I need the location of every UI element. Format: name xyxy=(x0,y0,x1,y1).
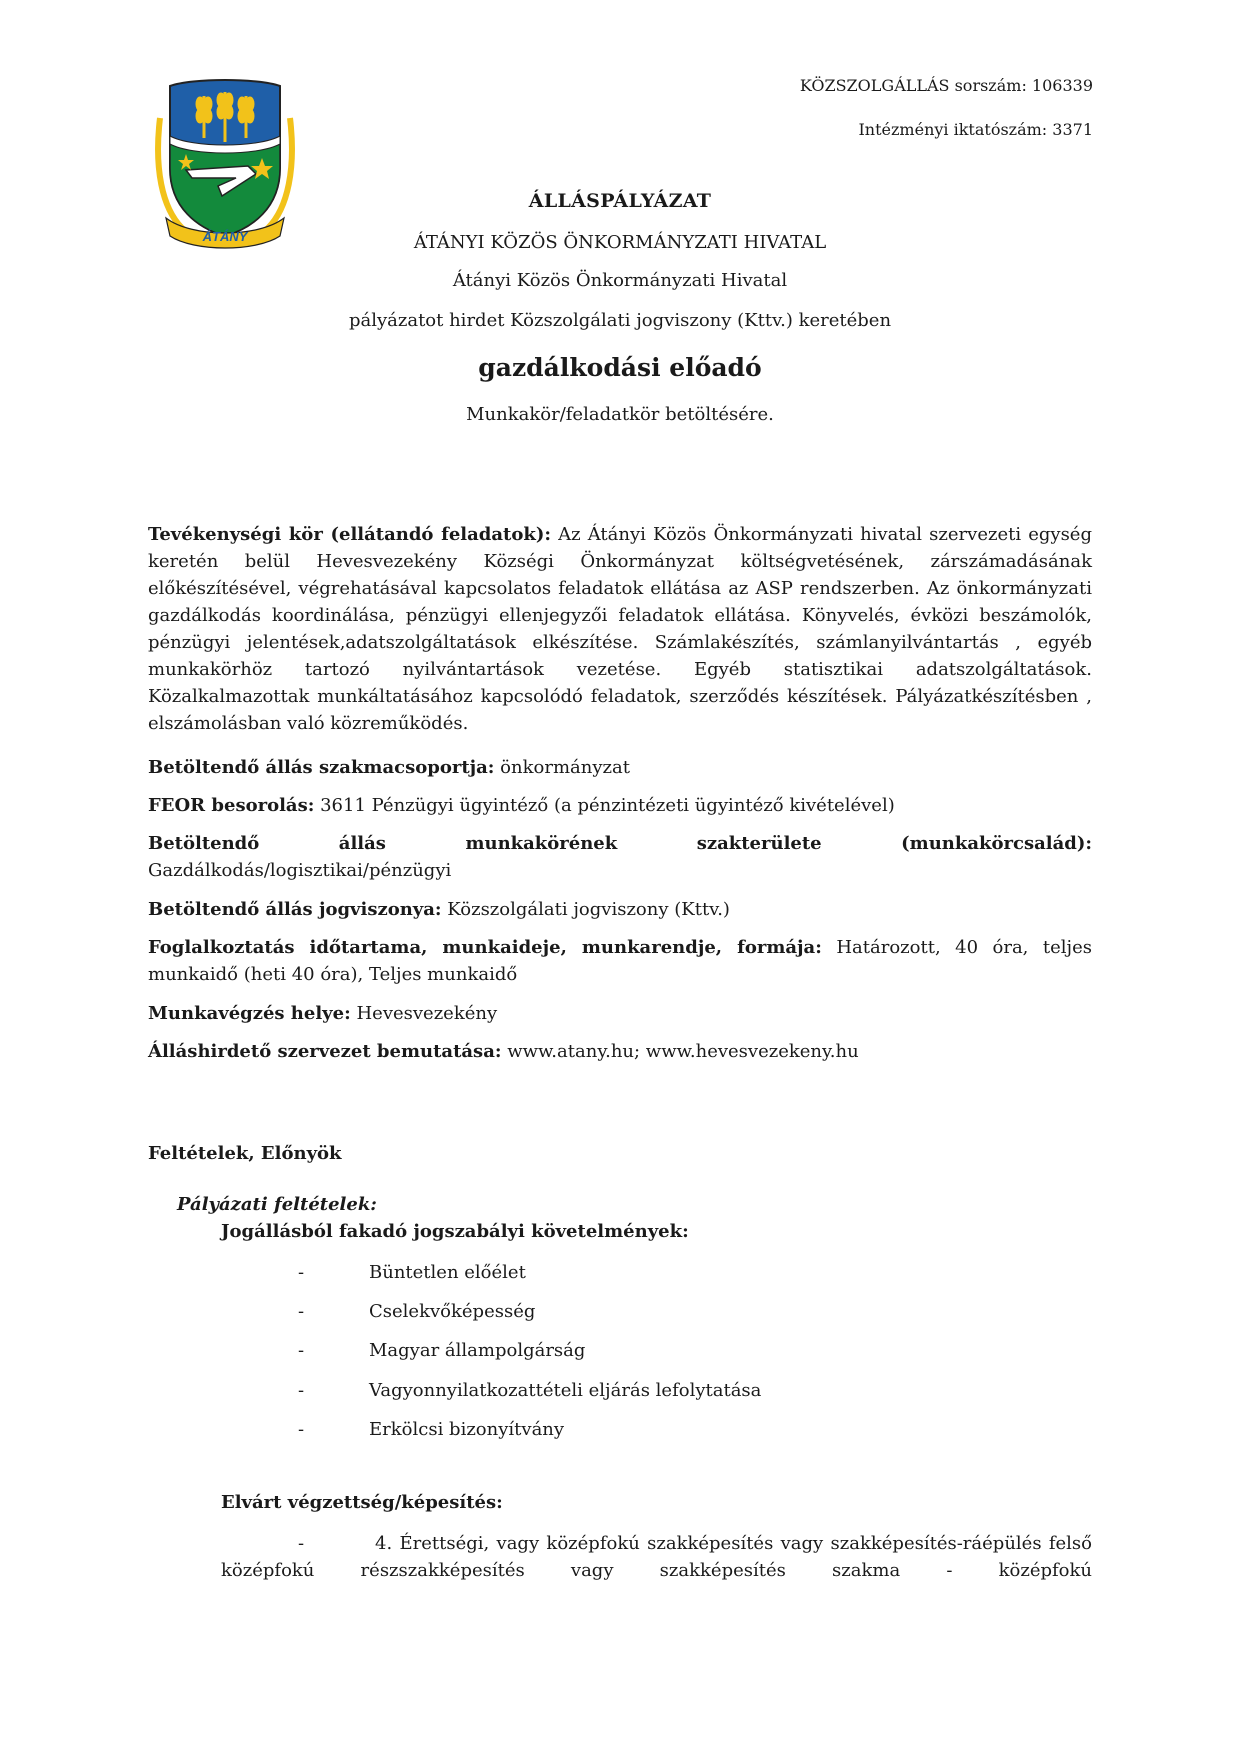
organization-name: Átányi Közös Önkormányzati Hivatal xyxy=(452,270,788,291)
group-paragraph xyxy=(148,754,1092,781)
legal-label: Betöltendő állás jogviszonya: xyxy=(148,899,442,920)
feor-value: 3611 Pénzügyi ügyintéző (a pénzintézeti ügyintéző kivételével) xyxy=(314,795,895,816)
org-value: www.atany.hu; www.hevesvezekeny.hu xyxy=(501,1041,859,1062)
legal-paragraph xyxy=(148,896,1092,923)
activity-text: Az Átányi Közös Önkormányzati hivatal szervezeti egység keretén belül Hevesvezekény Községi Önkormányzat költségvetésének, zárszámadásának előkészítésével, végrehatásával kapcsolatos feladatok ellátása az ASP rendszerben. Az önkormányzati gazdálkodás koordinálása, pénzügyi ellenjegyzői feladatok ellátása. Könyvelés, évközi beszámolók, pénzügyi jelentések,adatszolgáltatások elkészítése. Számlakészítés, számlanyilvántartás , egyéb munkakörhöz tartozó nyilvántartások vezetése. Egyéb statisztikai adatszolgáltatások. Közalkalmazottak munkáltatásához kapcsolódó feladatok, szerződés készítések. Pályázatkészítésben , elszámolásban való közreműködés. xyxy=(148,524,1092,734)
list-item xyxy=(298,1380,761,1401)
list-item-text: Büntetlen előélet xyxy=(369,1262,526,1283)
list-item-text: Vagyonnyilatkozattételi eljárás lefolytatása xyxy=(369,1380,762,1401)
employment-label: Foglalkoztatás időtartama, munkaideje, munkarendje, formája: xyxy=(148,937,822,958)
list-item-text: Erkölcsi bizonyítvány xyxy=(369,1419,565,1440)
announcement-line: pályázatot hirdet Közszolgálati jogviszony (Kttv.) keretében xyxy=(348,310,892,331)
list-dash: - xyxy=(298,1419,305,1440)
legal-requirements-heading: Jogállásból fakadó jogszabályi követelmények: xyxy=(221,1221,689,1242)
list-dash: - xyxy=(298,1533,305,1554)
document-heading: ÁLLÁSPÁLYÁZAT xyxy=(528,190,712,212)
activity-paragraph xyxy=(148,521,1092,737)
wheat-icon xyxy=(197,92,253,142)
feor-label: FEOR besorolás: xyxy=(148,795,315,816)
education-heading: Elvárt végzettség/képesítés: xyxy=(221,1492,503,1513)
legal-value: Közszolgálati jogviszony (Kttv.) xyxy=(441,899,730,920)
list-dash: - xyxy=(298,1301,305,1322)
list-dash: - xyxy=(298,1380,305,1401)
list-item xyxy=(298,1262,526,1283)
feor-paragraph xyxy=(148,792,1092,819)
employment-paragraph xyxy=(148,934,1092,988)
reference-number: KÖZSZOLGÁLLÁS sorszám: 106339 xyxy=(799,76,1093,95)
coat-of-arms-logo xyxy=(152,78,298,254)
organization-caps: ÁTÁNYI KÖZÖS ÖNKORMÁNYZATI HIVATAL xyxy=(413,232,827,253)
list-item-text: Cselekvőképesség xyxy=(369,1301,536,1322)
purpose-line: Munkakör/feladatkör betöltésére. xyxy=(466,404,774,425)
education-paragraph xyxy=(221,1530,1092,1584)
list-item xyxy=(298,1340,585,1361)
list-dash: - xyxy=(298,1340,305,1361)
group-label: Betöltendő állás szakmacsoportja: xyxy=(148,757,495,778)
field-paragraph xyxy=(148,830,1092,884)
education-text: 4. Érettségi, vagy középfokú szakképesítés vagy szakképesítés-ráépülés felső középfokú részszakképesítés vagy szakképesítés szakma - középfokú xyxy=(221,1533,1092,1581)
internal-reference: Intézményi iktatószám: 3371 xyxy=(858,120,1093,139)
employment-value: Határozott, 40 óra, teljes munkaidő (heti 40 óra), Teljes munkaidő xyxy=(148,937,1092,985)
org-label: Álláshirdető szervezet bemutatása: xyxy=(148,1041,502,1062)
place-paragraph xyxy=(148,1000,1092,1027)
place-label: Munkavégzés helye: xyxy=(148,1003,351,1024)
banner-text: ÁTÁNY xyxy=(202,229,248,244)
application-conditions-heading: Pályázati feltételek: xyxy=(177,1194,377,1215)
list-item xyxy=(298,1419,564,1440)
activity-label: Tevékenységi kör (ellátandó feladatok): xyxy=(148,524,551,545)
list-item-text: Magyar állampolgárság xyxy=(369,1340,586,1361)
list-item xyxy=(298,1301,535,1322)
position-title: gazdálkodási előadó xyxy=(478,353,762,382)
field-label: Betöltendő állás munkakörének szakterülete (munkakörcsalád): xyxy=(148,833,1092,854)
field-value: Gazdálkodás/logisztikai/pénzügyi xyxy=(148,860,452,881)
group-value: önkormányzat xyxy=(494,757,630,778)
conditions-heading: Feltételek, Előnyök xyxy=(148,1143,342,1164)
place-value: Hevesvezekény xyxy=(350,1003,498,1024)
org-paragraph xyxy=(148,1038,1092,1065)
list-dash: - xyxy=(298,1262,305,1283)
